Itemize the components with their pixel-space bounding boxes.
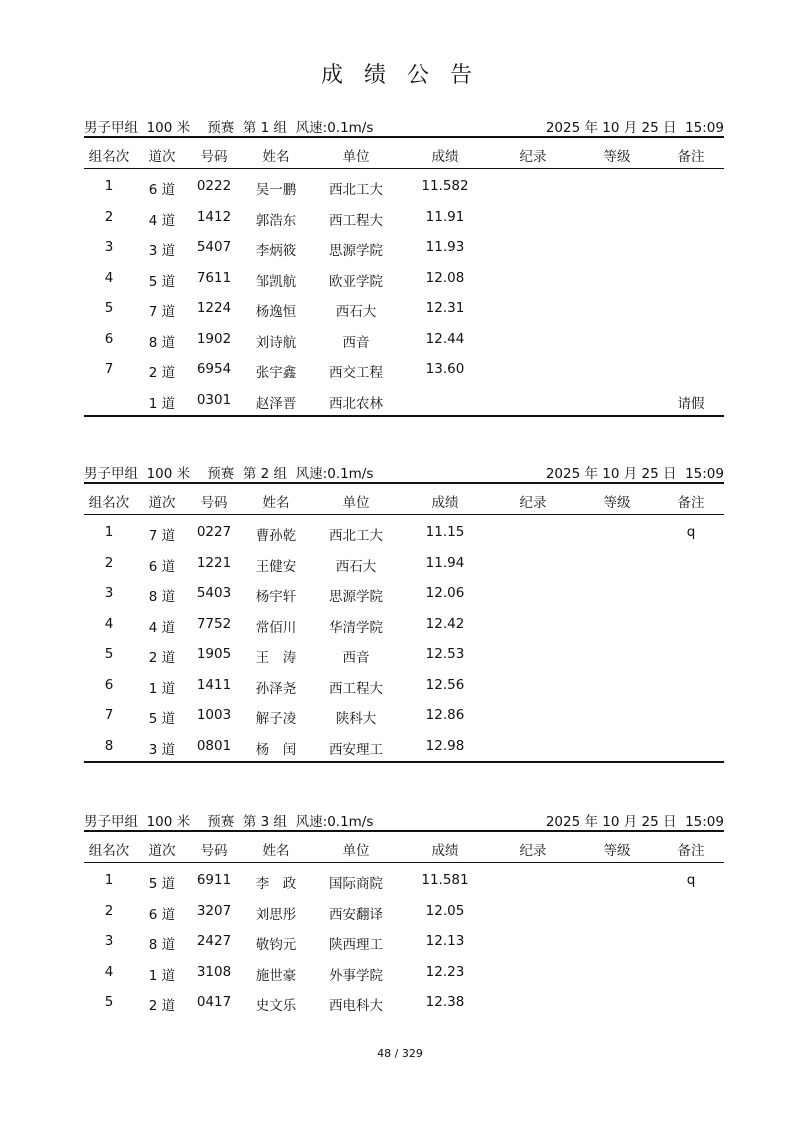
result-cell: 13.60 [425,361,465,377]
name-cell: 敬钧元 [255,937,297,953]
bib-cell: 0417 [196,994,232,1010]
lane-cell: 7 道 [148,304,176,320]
result-cell: 12.56 [425,676,465,693]
col-result: 成绩 [431,495,459,511]
table-row [84,987,724,1018]
lane-cell: 8 道 [148,937,176,953]
table-row [84,957,724,988]
section-header [84,116,724,136]
col-name: 姓名 [262,495,290,511]
unit-cell: 西安翻译 [329,906,383,923]
result-cell: 12.98 [425,737,465,754]
table-row [84,232,724,263]
result-cell: 12.13 [425,933,465,949]
col-unit: 单位 [342,495,370,511]
table-bottom-rule [84,761,724,763]
table-row [84,731,724,762]
bib-cell: 0301 [196,391,232,408]
result-cell: 12.23 [425,963,465,980]
result-cell: 11.94 [425,554,465,571]
lane-cell: 2 道 [148,365,176,381]
name-cell: 李炳筱 [255,243,297,259]
unit-cell: 西音 [342,334,370,351]
col-record: 纪录 [519,149,547,165]
col-name: 姓名 [262,843,290,859]
lane-cell: 3 道 [148,243,176,259]
name-cell: 杨逸恒 [255,304,297,320]
bib-cell: 6911 [196,872,232,888]
unit-cell: 西工程大 [329,680,383,697]
col-rank: 组名次 [88,149,130,165]
result-cell: 11.93 [425,239,465,255]
bib-cell: 5407 [196,239,232,255]
result-cell: 11.581 [421,872,469,888]
lane-cell: 8 道 [148,334,176,351]
name-cell: 常佰川 [255,619,297,636]
name-cell: 张宇鑫 [255,365,297,381]
rank-cell: 1 [104,524,114,540]
lane-cell: 8 道 [148,589,176,605]
event-datetime: 2025 年 10 月 25 日 15:09 [545,466,724,482]
event-datetime: 2025 年 10 月 25 日 15:09 [545,814,724,830]
bib-cell: 2427 [196,933,232,949]
unit-cell: 外事学院 [329,967,383,984]
page-number: 48 / 329 [377,1047,423,1060]
table-row [84,324,724,355]
bib-cell: 1902 [196,330,232,347]
col-unit: 单位 [342,149,370,165]
table-row [84,700,724,731]
name-cell: 曹孙乾 [255,528,297,544]
lane-cell: 1 道 [148,395,176,412]
event-info: 男子甲组 100 米 预赛 第 3 组 风速:0.1m/s [84,814,374,830]
rank-cell: 2 [104,902,114,919]
col-lane: 道次 [148,495,176,511]
results-section-1 [84,116,724,417]
bib-cell: 1905 [196,646,232,662]
bib-cell: 7611 [196,269,232,286]
col-rank: 组名次 [88,843,130,859]
result-cell: 12.38 [425,994,465,1010]
result-cell: 12.31 [425,300,465,316]
name-cell: 史文乐 [255,998,297,1014]
name-cell: 李 政 [255,876,297,892]
rank-cell: 7 [104,707,114,723]
unit-cell: 思源学院 [329,589,383,605]
rank-cell: 6 [104,676,114,693]
lane-cell: 5 道 [148,273,176,290]
unit-cell: 华清学院 [329,619,383,636]
name-cell: 邹凯航 [255,273,297,290]
rank-cell: 5 [104,300,114,316]
lane-cell: 6 道 [148,182,176,198]
lane-cell: 7 道 [148,528,176,544]
col-result: 成绩 [431,149,459,165]
result-cell: 12.42 [425,615,465,632]
result-rows [84,171,724,415]
col-record: 纪录 [519,495,547,511]
name-cell: 吴一鹏 [255,182,297,198]
table-row [84,578,724,609]
col-note: 备注 [677,495,705,511]
col-unit: 单位 [342,843,370,859]
result-cell: 12.44 [425,330,465,347]
lane-cell: 5 道 [148,711,176,727]
unit-cell: 国际商院 [329,876,383,892]
note-cell: q [686,524,696,540]
table-bottom-rule [84,415,724,417]
lane-cell: 1 道 [148,967,176,984]
unit-cell: 西石大 [335,304,377,320]
result-cell: 12.06 [425,585,465,601]
table-row [84,896,724,927]
name-cell: 王健安 [255,558,297,575]
table-row [84,639,724,670]
rank-cell: 5 [104,994,114,1010]
bib-cell: 1003 [196,707,232,723]
unit-cell: 西音 [342,650,370,666]
bib-cell: 1411 [196,676,232,693]
col-record: 纪录 [519,843,547,859]
col-rank: 组名次 [88,495,130,511]
table-row [84,293,724,324]
col-lane: 道次 [148,149,176,165]
rank-cell: 3 [104,933,114,949]
section-header [84,462,724,482]
column-header-row [84,138,724,168]
col-bib: 号码 [200,843,228,859]
unit-cell: 思源学院 [329,243,383,259]
lane-cell: 2 道 [148,650,176,666]
unit-cell: 西交工程 [329,365,383,381]
column-header-row [84,484,724,514]
name-cell: 郭浩东 [255,212,297,229]
bib-cell: 1412 [196,208,232,225]
rank-cell: 2 [104,208,114,225]
col-bib: 号码 [200,149,228,165]
bib-cell: 0801 [196,737,232,754]
table-row [84,354,724,385]
rank-cell: 8 [104,737,114,754]
result-cell: 12.53 [425,646,465,662]
event-info: 男子甲组 100 米 预赛 第 2 组 风速:0.1m/s [84,466,374,482]
unit-cell: 欧亚学院 [329,273,383,290]
col-lane: 道次 [148,843,176,859]
result-rows [84,517,724,761]
lane-cell: 5 道 [148,876,176,892]
lane-cell: 4 道 [148,212,176,229]
result-cell: 11.582 [421,178,469,194]
lane-cell: 6 道 [148,558,176,575]
name-cell: 刘思彤 [255,906,297,923]
rank-cell: 1 [104,178,114,194]
col-result: 成绩 [431,843,459,859]
unit-cell: 西北农林 [329,395,383,412]
bib-cell: 6954 [196,361,232,377]
rank-cell: 2 [104,554,114,571]
col-note: 备注 [677,843,705,859]
bib-cell: 3108 [196,963,232,980]
table-row [84,171,724,202]
results-section-2 [84,462,724,763]
column-header-row [84,832,724,862]
table-row [84,609,724,640]
table-row [84,202,724,233]
unit-cell: 西北工大 [329,528,383,544]
event-info: 男子甲组 100 米 预赛 第 1 组 风速:0.1m/s [84,120,374,136]
rank-cell: 3 [104,239,114,255]
bib-cell: 0227 [196,524,232,540]
col-grade: 等级 [603,495,631,511]
unit-cell: 西安理工 [329,741,383,758]
bib-cell: 5403 [196,585,232,601]
table-row [84,548,724,579]
lane-cell: 2 道 [148,998,176,1014]
result-cell: 12.08 [425,269,465,286]
col-note: 备注 [677,149,705,165]
result-cell: 11.91 [425,208,465,225]
name-cell: 王 涛 [255,650,297,666]
name-cell: 孙泽尧 [255,680,297,697]
lane-cell: 6 道 [148,906,176,923]
bib-cell: 3207 [196,902,232,919]
section-header [84,810,724,830]
rank-cell: 6 [104,330,114,347]
col-grade: 等级 [603,843,631,859]
results-section-3 [84,810,724,1018]
rank-cell: 4 [104,963,114,980]
bib-cell: 0222 [196,178,232,194]
rank-cell: 4 [104,269,114,286]
bib-cell: 7752 [196,615,232,632]
col-grade: 等级 [603,149,631,165]
table-row [84,385,724,416]
note-cell: q [686,872,696,888]
result-rows [84,865,724,1018]
rank-cell: 7 [104,361,114,377]
name-cell: 解子凌 [255,711,297,727]
unit-cell: 陕西理工 [329,937,383,953]
unit-cell: 西电科大 [329,998,383,1014]
bib-cell: 1221 [196,554,232,571]
lane-cell: 1 道 [148,680,176,697]
rank-cell: 3 [104,585,114,601]
rank-cell: 1 [104,872,114,888]
unit-cell: 西北工大 [329,182,383,198]
table-row [84,926,724,957]
event-datetime: 2025 年 10 月 25 日 15:09 [545,120,724,136]
note-cell: 请假 [677,395,705,412]
lane-cell: 4 道 [148,619,176,636]
col-bib: 号码 [200,495,228,511]
unit-cell: 西工程大 [329,212,383,229]
lane-cell: 3 道 [148,741,176,758]
rank-cell: 5 [104,646,114,662]
table-row [84,263,724,294]
unit-cell: 西石大 [335,558,377,575]
rank-cell: 4 [104,615,114,632]
name-cell: 杨宇轩 [255,589,297,605]
unit-cell: 陕科大 [335,711,377,727]
name-cell: 刘诗航 [255,334,297,351]
bib-cell: 1224 [196,300,232,316]
name-cell: 杨 闰 [255,741,297,758]
result-cell: 12.86 [425,707,465,723]
result-cell: 11.15 [425,524,465,540]
col-name: 姓名 [262,149,290,165]
table-row [84,670,724,701]
page-title: 成 绩 公 告 [321,63,479,88]
name-cell: 施世豪 [255,967,297,984]
table-row [84,865,724,896]
table-row [84,517,724,548]
result-cell: 12.05 [425,902,465,919]
name-cell: 赵泽晋 [255,395,297,412]
